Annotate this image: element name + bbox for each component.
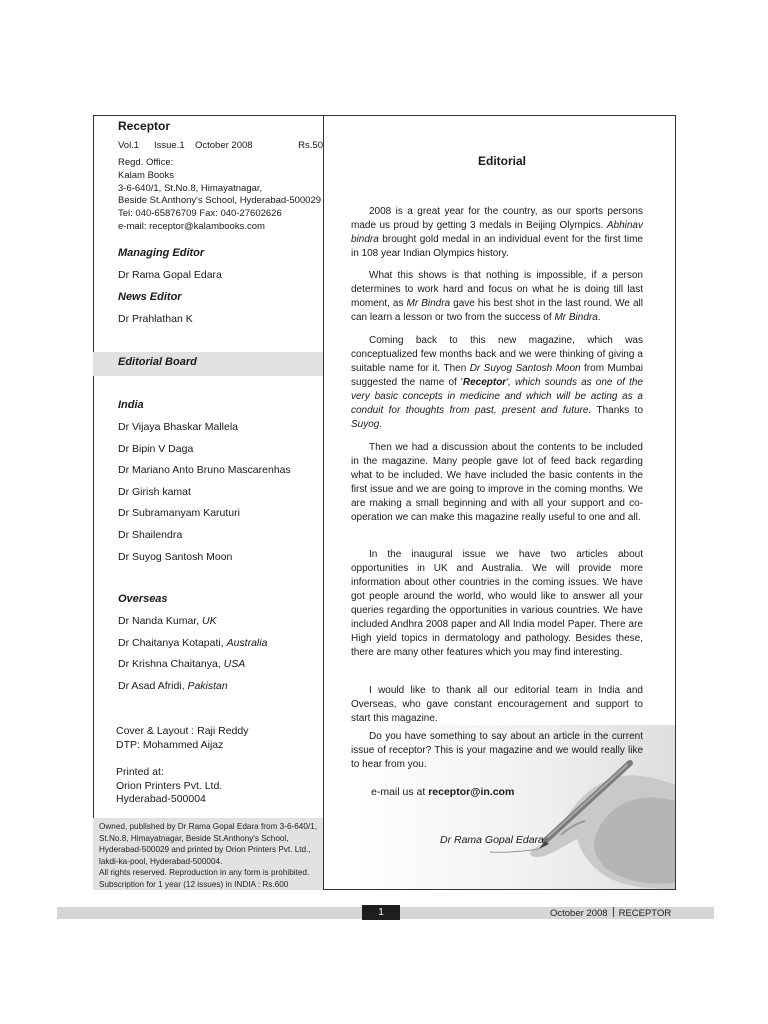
price: Rs.50: [298, 140, 323, 151]
india-heading: India: [118, 399, 144, 411]
issue-number: Issue.1: [154, 140, 185, 151]
emphasis: ', which sounds as one of the very basic concepts in medicine and which will be acting as a conduit for thoughts from past, present and future.: [351, 377, 643, 416]
overseas-member: [118, 658, 245, 670]
editorial-paragraph-3: [351, 334, 643, 432]
emphasis: Receptor: [462, 377, 507, 388]
emphasis: Abhinav bindra: [351, 220, 643, 245]
board-member: Dr Mariano Anto Bruno Mascarenhas: [118, 464, 291, 476]
member-name: Dr Chaitanya Kotapati,: [118, 637, 224, 649]
text: brought gold medal in an individual event for the first time in 108 year Indian Olympics history.: [351, 234, 643, 259]
member-name: Dr Krishna Chaitanya,: [118, 658, 221, 670]
email-label: e-mail us at: [371, 786, 429, 798]
text: 2008 is a great year for the country, as our sports persons made us proud by getting 3 medals in Beijing Olympics.: [351, 206, 643, 231]
issue-date: October 2008: [195, 140, 253, 151]
dtp-credit: DTP: Mohammed Aijaz: [116, 738, 224, 751]
footer-text: [550, 907, 671, 920]
text: from Mumbai suggested the name of ': [351, 363, 644, 388]
editor-signature: Dr Rama Gopal Edara: [440, 834, 544, 846]
office-city: Beside St.Anthony's School, Hyderabad-500029: [118, 195, 322, 207]
member-name: Dr Asad Afridi,: [118, 680, 185, 692]
editorial-title: Editorial: [478, 154, 527, 168]
text: gave his best shot in the last round. We all can learn a lesson or two from the success of: [351, 298, 643, 323]
email-address[interactable]: receptor@in.com: [428, 786, 515, 798]
legal-line: lakdi-ka-pool, Hyderabad-500004.: [99, 856, 223, 866]
overseas-member: [118, 615, 217, 627]
overseas-member: [118, 680, 228, 692]
masthead: [118, 118, 323, 234]
footer-publication: RECEPTOR: [618, 908, 672, 919]
legal-line: St.No.8, Himayatnagar, Beside St.Anthony's School,: [99, 833, 289, 843]
footer-separator: [613, 907, 614, 917]
legal-line: All rights reserved. Reproduction in any form is prohibited.: [99, 868, 310, 877]
office-company: Kalam Books: [118, 169, 174, 181]
text: .: [597, 312, 601, 323]
board-member: Dr Girish kamat: [118, 486, 191, 498]
editorial-paragraph-4: Then we had a discussion about the contents to be included in the magazine. Many people gave lot of feed back regarding what to be included. We have included the basic contents in the first issue and we are going to improve in the coming months. We are making a small beginning and with all your support and co-operation we can make this magazine really useful to one and all.: [351, 442, 643, 523]
managing-editor-heading: Managing Editor: [118, 247, 205, 259]
member-country: USA: [223, 658, 246, 670]
emphasis: Mr Bindra: [554, 312, 598, 323]
legal-line: Owned, published by Dr Rama Gopal Edara from 3-6-640/1,: [99, 822, 317, 831]
printer-name: Orion Printers Pvt. Ltd.: [116, 779, 223, 792]
board-member: Dr Subramanyam Karuturi: [118, 507, 240, 519]
printer-city: Hyderabad-500004: [116, 793, 206, 805]
overseas-heading: Overseas: [118, 593, 168, 605]
volume: Vol.1: [118, 140, 140, 151]
overseas-member: [118, 637, 267, 649]
footer-date: October 2008: [550, 908, 608, 919]
member-country: UK: [202, 615, 217, 627]
issue-line: [118, 139, 323, 152]
editorial-paragraph-2: [351, 269, 643, 325]
office-street: 3-6-640/1, St.No.8, Himayatnagar,: [118, 182, 263, 194]
managing-editor-name: Dr Rama Gopal Edara: [118, 269, 222, 281]
board-member: Dr Vijaya Bhaskar Mallela: [118, 421, 239, 433]
board-member: Dr Suyog Santosh Moon: [118, 551, 233, 563]
member-country: Australia: [226, 637, 268, 649]
office-label: Regd. Office:: [118, 157, 174, 168]
editorial-board-heading: Editorial Board: [118, 356, 197, 368]
editorial-paragraph-7: Do you have something to say about an article in the current issue of receptor? This is your magazine and we would really like to hear from you.: [351, 731, 643, 770]
emphasis: Suyog: [351, 419, 380, 430]
office-phone: Tel: 040-65876709 Fax: 040-27602626: [118, 208, 282, 220]
text: What this shows is that nothing is impossible, if a person determines to work hard and focus on what he is doing till last moment, as: [351, 270, 643, 309]
board-member: Dr Bipin V Daga: [118, 443, 194, 455]
legal-line: Subscription for 1 year (12 issues) in INDIA : Rs.600: [99, 879, 289, 889]
text: .: [379, 419, 383, 430]
member-country: Pakistan: [187, 680, 228, 692]
news-editor-heading: News Editor: [118, 291, 182, 303]
member-name: Dr Nanda Kumar,: [118, 615, 200, 627]
magazine-title: Receptor: [118, 119, 171, 133]
printed-label: Printed at:: [116, 766, 164, 778]
editorial-paragraph-6: I would like to thank all our editorial team in India and Overseas, who gave constant encouragement and support to start this magazine.: [351, 685, 643, 724]
emphasis: Dr Suyog Santosh Moon: [469, 363, 581, 374]
cover-credit: Cover & Layout : Raji Reddy: [116, 725, 249, 737]
board-member: Dr Shailendra: [118, 529, 183, 541]
legal-notice: [93, 818, 323, 890]
office-address: [118, 157, 323, 234]
news-editor-name: Dr Prahlathan K: [118, 313, 193, 325]
emphasis: Mr Bindra: [406, 298, 451, 309]
editorial-paragraph-1: [351, 205, 643, 261]
legal-line: Hyderabad-500029 and printed by Orion Printers Pvt. Ltd.,: [99, 845, 311, 854]
page-number: 1: [362, 905, 400, 920]
column-divider: [323, 115, 324, 890]
text: Coming back to this new magazine, which was conceptualized few months back and we were thinking of giving a suitable name for it. Then: [351, 335, 643, 374]
email-line: [371, 786, 514, 798]
office-email: e-mail: receptor@kalambooks.com: [118, 220, 265, 232]
text: Thanks to: [591, 405, 644, 416]
credits: [116, 725, 248, 752]
editorial-paragraph-5: In the inaugural issue we have two articles about opportunities in UK and Australia. We will provide more information about other countries in the coming issues. We have got people around the world, who would like to answer all your queries regarding the opportunities in various countries. We have included Andhra 2008 paper and All India model Paper. There are High yield topics in dermatology and pathology. Besides these, there are many other features which you may find interesting.: [351, 549, 643, 658]
printer-info: [116, 766, 222, 807]
